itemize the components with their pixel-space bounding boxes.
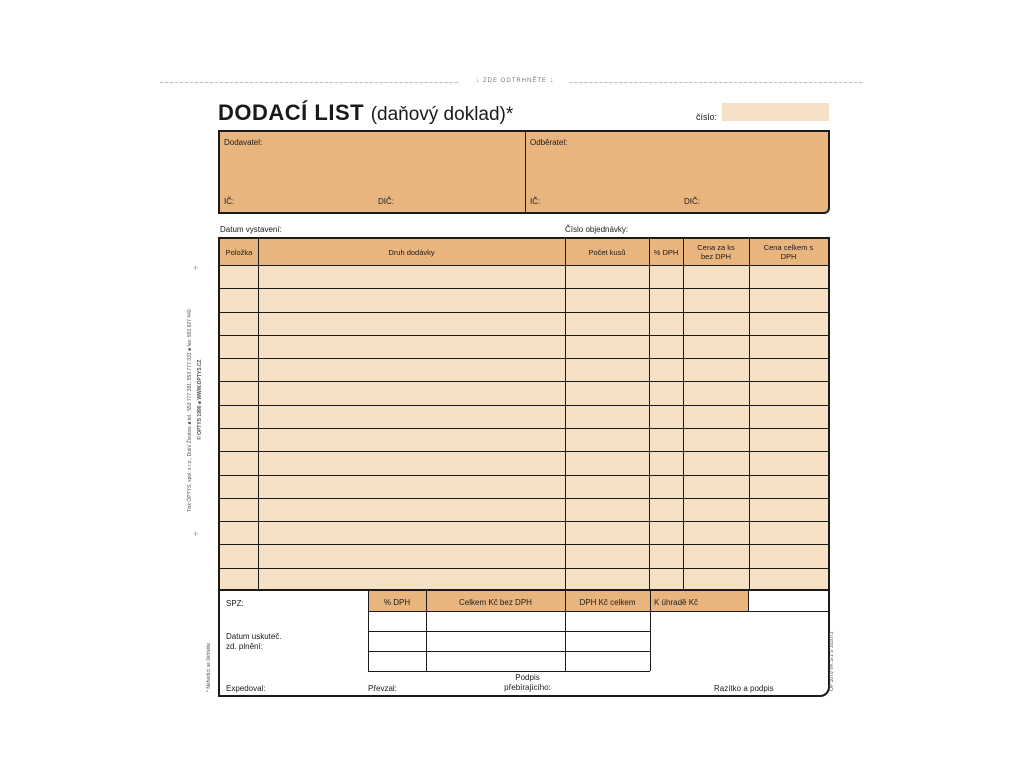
registration-mark: + [193,263,199,273]
document-title [218,100,513,126]
col-cena-celkem: Cena celkem s DPH [763,243,814,261]
col-druh: Druh dodávky [388,247,435,257]
cislo-objednavky-label: Číslo objednávky: [565,225,629,234]
customer-dic-label: DIČ: [684,197,700,206]
col-divider [749,239,750,591]
expedoval-label: Expedoval: [226,684,266,693]
table-row-line [220,428,828,429]
total-ex-vat-header: Celkem Kč bez DPH [459,598,532,607]
customer-ic-label: IČ: [530,197,541,206]
k-uhrade-underline [650,611,828,612]
customer-section[interactable] [526,132,828,212]
table-row-line [220,405,828,406]
table-row-line [220,521,828,522]
col-cena-ks: Cena za ks bez DPH [697,243,735,261]
table-row-line [220,358,828,359]
tear-label: ↓ ZDE ODTRHNĚTE ↓ [460,75,570,84]
form-code: OP 1079 VK S/1 S 102073 [829,631,835,691]
datum-uskut-label-2: zd. plnění: [226,642,263,651]
row-line [368,631,650,632]
parties-box [218,130,830,214]
table-row-line [220,381,828,382]
footnote: * Nehodící se škrtněte [206,642,212,692]
row-line [368,671,650,672]
cislo-field[interactable] [722,103,829,121]
row-line [368,651,650,652]
datum-uskut-label: Datum uskuteč. [226,632,282,641]
col-divider [565,239,566,591]
registration-mark: + [193,529,199,539]
table-row-line [220,544,828,545]
razitko-label: Razítko a podpis [714,684,774,693]
col-divider [258,239,259,591]
k-uhrade-label: K úhradě Kč [654,598,699,607]
datum-vystaveni-label: Datum vystavení: [220,225,282,234]
col-dph: % DPH [653,247,679,257]
cislo-label: číslo: [696,112,718,122]
table-row-line [220,568,828,569]
supplier-dic-label: DIČ: [378,197,394,206]
podpis-label-2: přebírajícího: [504,683,551,692]
vat-rate-header: % DPH [383,598,411,607]
table-row-line [220,335,828,336]
supplier-section[interactable] [220,132,526,212]
table-row-line [220,451,828,452]
table-row-line [220,288,828,289]
vat-total-header: DPH Kč celkem [579,598,636,607]
col-divider [683,239,684,591]
col-divider [649,239,650,591]
title-main: DODACÍ LIST [218,100,365,125]
col-divider [650,591,651,671]
summary-box [218,589,830,697]
col-pocet: Počet kusů [588,247,626,257]
table-row-line [220,312,828,313]
podpis-label: Podpis [515,673,540,682]
col-polozka: Položka [225,247,253,257]
items-header [220,239,828,266]
table-row-line [220,475,828,476]
printer-web: © OPTYS 1996 ■ WWW.OPTYS.CZ [197,359,203,440]
prevzal-label: Převzal: [368,684,397,693]
col-divider [748,591,749,611]
items-table [218,237,830,591]
table-row-line [220,498,828,499]
title-sub: (daňový doklad)* [370,104,514,125]
supplier-label: Dodavatel: [224,138,263,147]
supplier-ic-label: IČ: [224,197,235,206]
spz-label: SPZ: [226,599,244,608]
customer-label: Odběratel: [530,138,568,147]
printer-info: Tisk OPTYS, spol. s r.o., Dolní Životice ■ tel.: 553 777 381, 553 777 333 ■ fax: 553 627 440 [187,309,193,512]
